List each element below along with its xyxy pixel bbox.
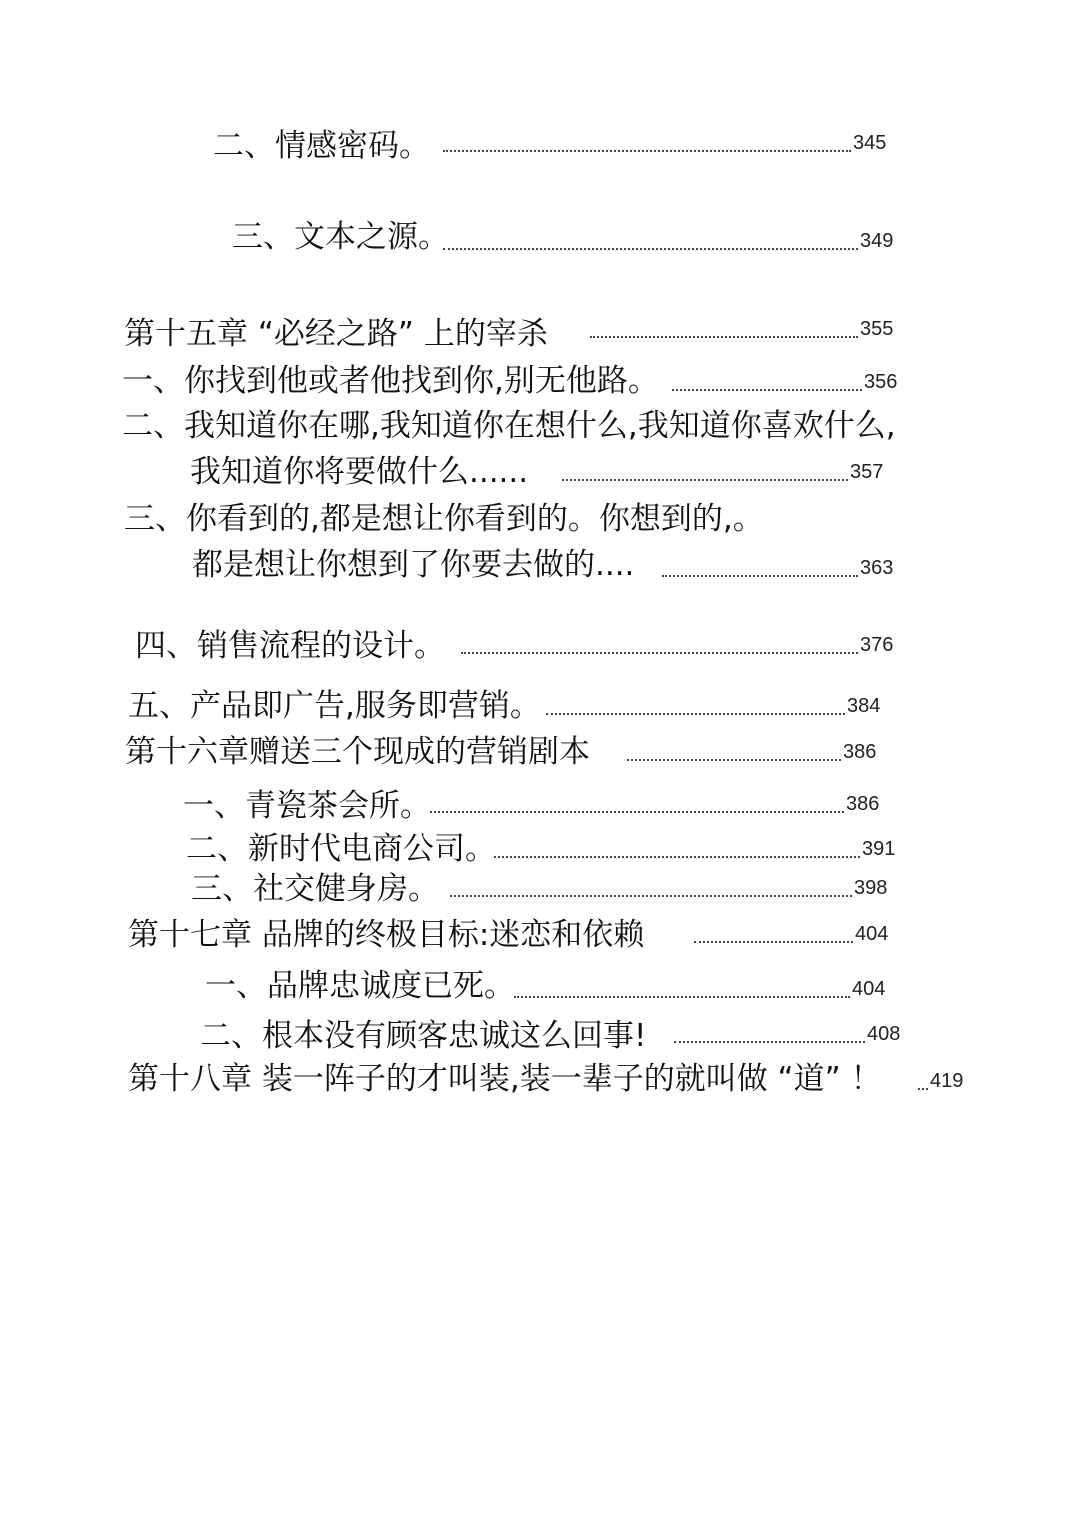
toc-chapter-entry — [0, 1063, 1080, 1099]
toc-entry — [0, 690, 1080, 726]
toc-page-number: 398 — [854, 877, 888, 899]
toc-entry-title: 一、品牌忠诚度已死。 — [205, 968, 515, 1004]
toc-entry-continuation — [0, 456, 1080, 492]
toc-page-number: 349 — [860, 230, 894, 252]
dot-leader — [443, 248, 858, 250]
toc-entry-title: 三、你看到的,都是想让你看到的。你想到的,。 — [124, 501, 764, 537]
toc-page-number: 386 — [846, 793, 880, 815]
dot-leader — [461, 652, 858, 654]
toc-entry — [0, 790, 1080, 826]
toc-page-number: 386 — [843, 741, 877, 763]
toc-entry — [0, 503, 1080, 539]
toc-page-number: 356 — [864, 371, 898, 393]
toc-entry-title: 我知道你将要做什么...... — [190, 454, 529, 490]
toc-entry-title: 都是想让你想到了你要去做的.... — [192, 547, 635, 583]
toc-entry — [0, 630, 1080, 666]
dot-leader — [918, 1088, 928, 1090]
dot-leader — [430, 811, 844, 813]
toc-entry-title: 二、情感密码。 — [213, 128, 430, 164]
toc-page-number: 404 — [855, 923, 889, 945]
toc-page-number: 345 — [853, 132, 887, 154]
toc-entry-title: 一、你找到他或者他找到你,别无他路。 — [122, 363, 659, 399]
toc-entry — [0, 833, 1080, 869]
toc-page-number: 404 — [852, 978, 886, 1000]
toc-entry-continuation — [0, 549, 1080, 585]
dot-leader — [590, 336, 858, 338]
dot-leader — [672, 389, 862, 391]
toc-page-number: 408 — [867, 1023, 901, 1045]
toc-entry-title: 二、我知道你在哪,我知道你在想什么,我知道你喜欢什么, — [122, 408, 896, 444]
toc-chapter-title: 第十六章赠送三个现成的营销剧本 — [125, 734, 590, 770]
dot-leader — [674, 1041, 865, 1043]
toc-page-number: 363 — [860, 557, 894, 579]
toc-entry — [0, 970, 1080, 1006]
toc-entry — [0, 1020, 1080, 1056]
toc-entry-title: 三、文本之源。 — [232, 219, 449, 255]
dot-leader — [494, 856, 860, 858]
toc-entry — [0, 221, 1080, 257]
toc-page-number: 355 — [860, 318, 894, 340]
toc-entry-title: 一、青瓷茶会所。 — [183, 788, 431, 824]
toc-entry-title: 三、社交健身房。 — [191, 871, 439, 907]
dot-leader — [514, 996, 850, 998]
toc-page-number: 419 — [930, 1070, 964, 1092]
toc-entry-title: 二、新时代电商公司。 — [186, 831, 496, 867]
dot-leader — [450, 895, 852, 897]
toc-chapter-title: 第十八章 装一阵子的才叫装,装一辈子的就叫做 “道” ！ — [128, 1061, 882, 1097]
toc-page-number: 376 — [860, 634, 894, 656]
toc-page-number: 357 — [850, 461, 884, 483]
dot-leader — [562, 479, 848, 481]
dot-leader — [627, 759, 841, 761]
dot-leader — [694, 941, 853, 943]
dot-leader — [443, 150, 851, 152]
toc-chapter-entry — [0, 919, 1080, 955]
toc-page-number: 384 — [847, 695, 881, 717]
toc-chapter-entry — [0, 318, 1080, 354]
toc-entry — [0, 130, 1080, 166]
toc-page-number: 391 — [862, 838, 896, 860]
toc-entry-title: 二、根本没有顾客忠诚这么回事! — [200, 1018, 647, 1054]
toc-entry-title: 四、销售流程的设计。 — [135, 628, 445, 664]
dot-leader — [546, 713, 845, 715]
toc-entry — [0, 410, 1080, 446]
toc-chapter-entry — [0, 736, 1080, 772]
toc-chapter-title: 第十七章 品牌的终极目标:迷恋和依赖 — [128, 917, 645, 953]
toc-chapter-title: 第十五章 “必经之路” 上的宰杀 — [124, 316, 548, 352]
toc-entry — [0, 873, 1080, 909]
toc-entry — [0, 365, 1080, 401]
dot-leader — [662, 575, 858, 577]
toc-entry-title: 五、产品即广告,服务即营销。 — [128, 688, 541, 724]
